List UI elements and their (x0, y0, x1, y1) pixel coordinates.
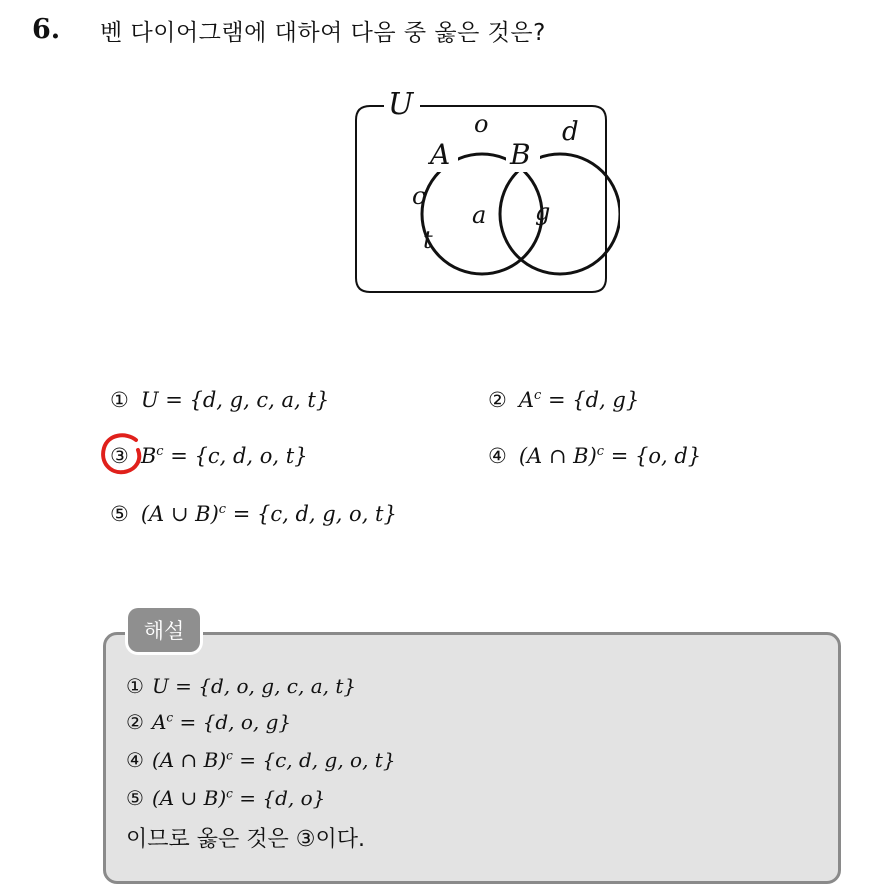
solution-tag: 해설 (128, 608, 200, 652)
venn-element: a (472, 201, 487, 229)
venn-element: d (562, 117, 579, 147)
solution-line-2: ② $A^c = \{d$, o, g} (126, 710, 292, 734)
venn-element: t (423, 226, 433, 254)
set-b-label: B (510, 138, 531, 171)
choice-2[interactable]: ② $A^c = \{d$, g} (488, 388, 640, 412)
solution-line-3: ④ (A ∩ B)$^c$ = {c, d, g, o, t} (126, 748, 396, 772)
set-a-label: A (430, 138, 451, 171)
solution-line-1: ① U = {d, o, g, c, a, t} (126, 674, 357, 698)
venn-element: o (474, 110, 489, 138)
venn-diagram (340, 80, 620, 300)
question-number: 6. (32, 14, 61, 45)
answer-circle-mark (96, 430, 152, 480)
choice-3[interactable]: ③ $B^c = \{c$, d, o, t} (110, 444, 308, 468)
venn-element: g (535, 198, 551, 226)
choice-5[interactable]: ⑤ (A ∪ B)$^c$ = {c, d, g, o, t} (110, 502, 397, 526)
universal-label: U (388, 87, 414, 122)
choice-4[interactable]: ④ (A ∩ B)$^c$ = {o, d} (488, 444, 702, 468)
solution-conclusion: 이므로 옳은 것은 ③이다. (126, 827, 365, 852)
question-text: 벤 다이어그램에 대하여 다음 중 옳은 것은? (100, 20, 546, 46)
venn-element: c (412, 182, 426, 210)
choice-1[interactable]: ① U = {d, g, c, a, t} (110, 388, 330, 412)
solution-line-4: ⑤ (A ∪ B)$^c$ = {d, o} (126, 786, 326, 810)
